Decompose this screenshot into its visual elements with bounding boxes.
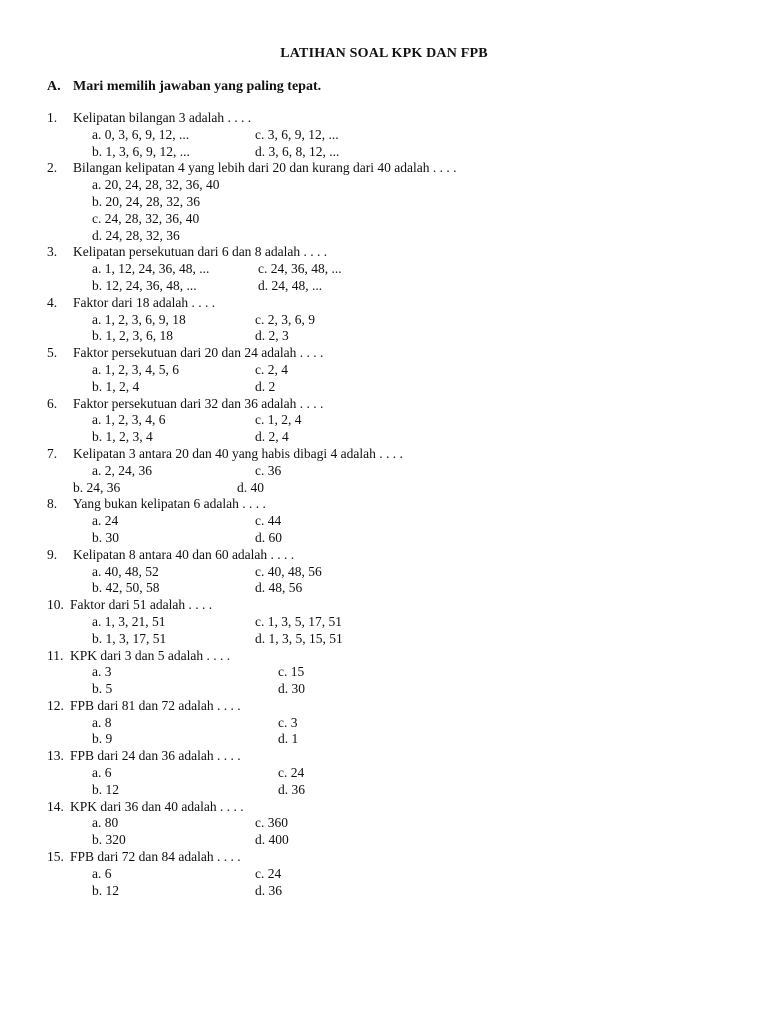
answer-option: b. 24, 36 (73, 479, 121, 495)
answer-option: d. 3, 6, 8, 12, ... (255, 143, 340, 159)
question-item (0, 160, 768, 244)
question-line (0, 295, 768, 312)
question-text: Kelipatan 3 antara 20 dan 40 yang habis dibagi 4 adalah . . . . (73, 445, 403, 461)
question-item (0, 748, 768, 798)
question-item (0, 345, 768, 395)
question-text: KPK dari 3 dan 5 adalah . . . . (70, 647, 231, 663)
answer-option: d. 1, 3, 5, 15, 51 (255, 630, 343, 646)
question-item (0, 698, 768, 748)
question-number: 15. (47, 849, 64, 865)
answer-option-row (0, 379, 768, 396)
answer-option: c. 15 (278, 664, 305, 680)
question-number: 9. (47, 546, 58, 562)
question-line (0, 597, 768, 614)
answer-option: d. 2 (255, 378, 276, 394)
question-item (0, 496, 768, 546)
question-item (0, 648, 768, 698)
answer-option-row (0, 513, 768, 530)
question-text: FPB dari 72 dan 84 adalah . . . . (70, 849, 241, 865)
question-item (0, 110, 768, 160)
answer-option: c. 24, 36, 48, ... (258, 261, 342, 277)
answer-option: b. 12 (92, 882, 119, 898)
answer-option: a. 20, 24, 28, 32, 36, 40 (92, 177, 220, 193)
question-number: 12. (47, 697, 64, 713)
answer-option-row (0, 530, 768, 547)
question-list (0, 110, 768, 899)
question-text: KPK dari 36 dan 40 adalah . . . . (70, 798, 244, 814)
question-line (0, 648, 768, 665)
question-line (0, 799, 768, 816)
answer-option-row (0, 412, 768, 429)
answer-option: a. 80 (92, 815, 119, 831)
answer-option-row (0, 614, 768, 631)
answer-option: c. 2, 4 (255, 361, 288, 377)
question-text: Yang bukan kelipatan 6 adalah . . . . (73, 496, 266, 512)
answer-option: b. 1, 2, 3, 4 (92, 429, 153, 445)
question-line (0, 547, 768, 564)
answer-option: d. 24, 48, ... (258, 277, 323, 293)
answer-option-row (0, 765, 768, 782)
section-letter: A. (47, 79, 61, 94)
question-text: FPB dari 81 dan 72 adalah . . . . (70, 697, 241, 713)
answer-option-row (0, 832, 768, 849)
answer-option: a. 1, 2, 3, 4, 5, 6 (92, 361, 179, 377)
question-item (0, 597, 768, 647)
question-number: 8. (47, 496, 58, 512)
answer-option: a. 1, 12, 24, 36, 48, ... (92, 261, 210, 277)
answer-option: c. 40, 48, 56 (255, 563, 322, 579)
answer-option-row (0, 127, 768, 144)
answer-option: c. 3 (278, 714, 298, 730)
answer-option-row (0, 731, 768, 748)
question-number: 11. (47, 647, 64, 663)
question-text: Faktor persekutuan dari 32 dan 36 adalah . . . . (73, 395, 324, 411)
question-number: 5. (47, 345, 58, 361)
answer-option-row (0, 815, 768, 832)
question-line (0, 446, 768, 463)
answer-option: c. 36 (255, 462, 282, 478)
answer-option: a. 1, 2, 3, 6, 9, 18 (92, 311, 186, 327)
answer-option: c. 360 (255, 815, 288, 831)
question-number: 4. (47, 294, 58, 310)
answer-option-row (0, 211, 768, 228)
answer-option: d. 60 (255, 529, 282, 545)
question-line (0, 160, 768, 177)
answer-option-row (0, 480, 768, 497)
answer-option: c. 24, 28, 32, 36, 40 (92, 210, 200, 226)
answer-option: c. 24 (255, 865, 282, 881)
section-heading (47, 79, 321, 95)
question-item (0, 295, 768, 345)
question-line (0, 748, 768, 765)
answer-option: a. 0, 3, 6, 9, 12, ... (92, 126, 190, 142)
answer-option: b. 30 (92, 529, 119, 545)
answer-option: d. 24, 28, 32, 36 (92, 227, 180, 243)
answer-option-row (0, 194, 768, 211)
question-text: Kelipatan 8 antara 40 dan 60 adalah . . . . (73, 546, 295, 562)
question-item (0, 547, 768, 597)
answer-option: b. 9 (92, 731, 113, 747)
question-text: Kelipatan bilangan 3 adalah . . . . (73, 110, 252, 125)
answer-option-row (0, 144, 768, 161)
answer-option-row (0, 681, 768, 698)
answer-option: d. 36 (255, 882, 282, 898)
question-item (0, 446, 768, 496)
answer-option: b. 12, 24, 36, 48, ... (92, 277, 197, 293)
answer-option-row (0, 278, 768, 295)
answer-option: a. 2, 24, 36 (92, 462, 152, 478)
answer-option: c. 2, 3, 6, 9 (255, 311, 315, 327)
question-text: Bilangan kelipatan 4 yang lebih dari 20 dan kurang dari 40 adalah . . . . (73, 160, 457, 176)
question-number: 3. (47, 244, 58, 260)
answer-option-row (0, 463, 768, 480)
question-number: 13. (47, 748, 64, 764)
answer-option: b. 1, 2, 4 (92, 378, 140, 394)
question-text: Faktor dari 51 adalah . . . . (70, 597, 213, 613)
question-number: 2. (47, 160, 58, 176)
question-line (0, 345, 768, 362)
answer-option-row (0, 429, 768, 446)
answer-option: a. 8 (92, 714, 112, 730)
question-text: Faktor persekutuan dari 20 dan 24 adalah . . . . (73, 345, 324, 361)
question-line (0, 496, 768, 513)
answer-option: c. 3, 6, 9, 12, ... (255, 126, 339, 142)
answer-option-row (0, 580, 768, 597)
answer-option: d. 1 (278, 731, 299, 747)
question-text: Faktor dari 18 adalah . . . . (73, 294, 216, 310)
answer-option-row (0, 782, 768, 799)
answer-option-row (0, 564, 768, 581)
answer-option-row (0, 261, 768, 278)
answer-option: b. 42, 50, 58 (92, 580, 160, 596)
answer-option: a. 3 (92, 664, 112, 680)
question-number: 7. (47, 445, 58, 461)
question-number: 14. (47, 798, 64, 814)
answer-option: d. 40 (237, 479, 264, 495)
question-line (0, 698, 768, 715)
answer-option: d. 30 (278, 681, 305, 697)
answer-option: a. 24 (92, 513, 119, 529)
answer-option: b. 1, 3, 17, 51 (92, 630, 167, 646)
answer-option: c. 44 (255, 513, 282, 529)
answer-option: d. 2, 3 (255, 328, 289, 344)
answer-option: b. 20, 24, 28, 32, 36 (92, 193, 200, 209)
answer-option-row (0, 328, 768, 345)
question-text: FPB dari 24 dan 36 adalah . . . . (70, 748, 241, 764)
question-line (0, 110, 768, 127)
answer-option-row (0, 883, 768, 900)
question-line (0, 396, 768, 413)
answer-option-row (0, 664, 768, 681)
answer-option: d. 36 (278, 781, 305, 797)
question-number: 6. (47, 395, 58, 411)
question-item (0, 849, 768, 899)
question-item (0, 799, 768, 849)
answer-option: b. 1, 2, 3, 6, 18 (92, 328, 173, 344)
question-number: 1. (47, 110, 58, 125)
answer-option: b. 1, 3, 6, 9, 12, ... (92, 143, 190, 159)
question-item (0, 396, 768, 446)
question-line (0, 244, 768, 261)
question-line (0, 849, 768, 866)
answer-option: c. 1, 3, 5, 17, 51 (255, 613, 342, 629)
page-title: LATIHAN SOAL KPK DAN FPB (280, 46, 488, 61)
answer-option: a. 6 (92, 765, 112, 781)
answer-option: a. 1, 2, 3, 4, 6 (92, 412, 166, 428)
answer-option-row (0, 631, 768, 648)
answer-option-row (0, 362, 768, 379)
answer-option: b. 12 (92, 781, 119, 797)
question-number: 10. (47, 597, 64, 613)
answer-option: d. 48, 56 (255, 580, 303, 596)
answer-option-row (0, 228, 768, 245)
answer-option-row (0, 312, 768, 329)
answer-option-row (0, 715, 768, 732)
question-text: Kelipatan persekutuan dari 6 dan 8 adalah . . . . (73, 244, 328, 260)
answer-option: b. 5 (92, 681, 113, 697)
answer-option: d. 2, 4 (255, 429, 289, 445)
question-item (0, 244, 768, 294)
answer-option: c. 1, 2, 4 (255, 412, 302, 428)
answer-option: c. 24 (278, 765, 305, 781)
answer-option-row (0, 177, 768, 194)
answer-option: a. 40, 48, 52 (92, 563, 159, 579)
answer-option: d. 400 (255, 832, 289, 848)
section-instruction: Mari memilih jawaban yang paling tepat. (73, 79, 322, 94)
answer-option: b. 320 (92, 832, 126, 848)
answer-option: a. 1, 3, 21, 51 (92, 613, 166, 629)
answer-option-row (0, 866, 768, 883)
answer-option: a. 6 (92, 865, 112, 881)
